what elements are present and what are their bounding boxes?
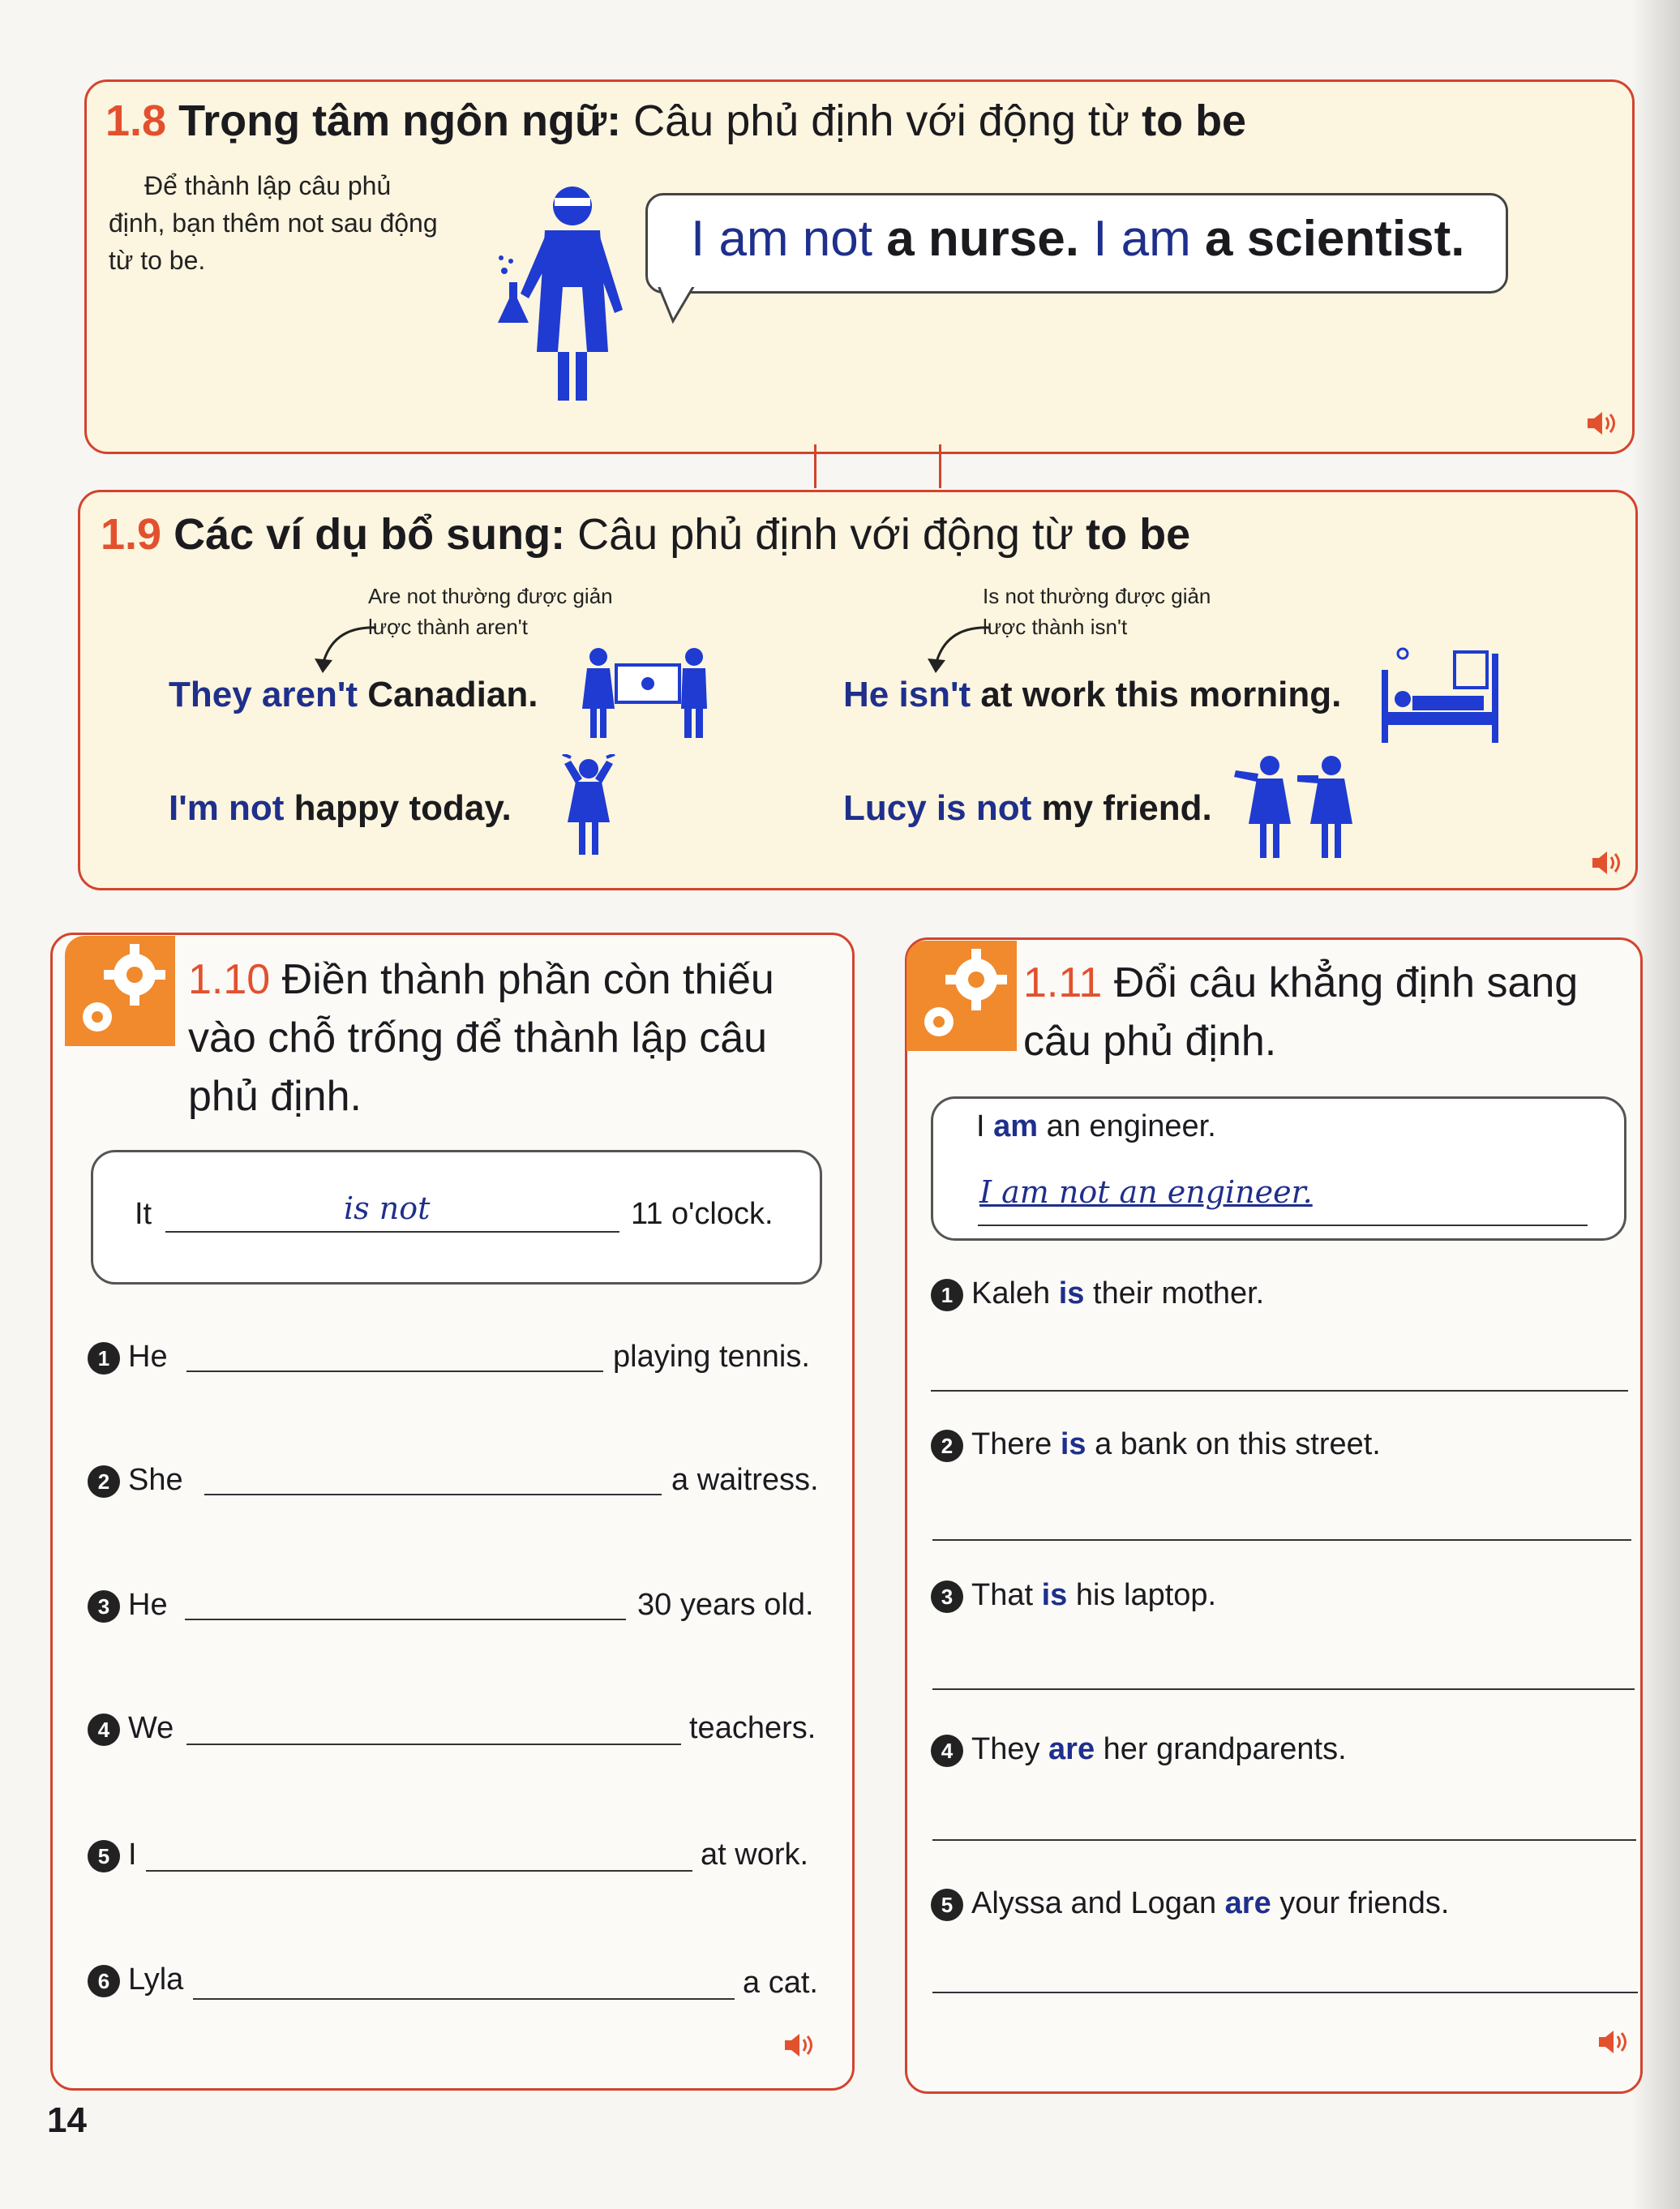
exercise-item: 2 There is a bank on this street.	[931, 1427, 1381, 1462]
arrow-icon	[921, 623, 994, 680]
box-connector-left	[84, 444, 816, 488]
answer-blank[interactable]	[932, 1839, 1636, 1841]
gear-icon	[906, 941, 1017, 1051]
exercise-item: 4 We	[88, 1711, 174, 1746]
example-sentence: They aren't Canadian.	[169, 675, 538, 714]
example-sentence: Lucy is not my friend.	[843, 788, 1212, 828]
speech-bubble-text: I am not a nurse. I am a scientist.	[691, 211, 1465, 267]
answer-blank[interactable]	[932, 1539, 1631, 1541]
audio-speaker-icon[interactable]	[1589, 847, 1622, 879]
upset-girl-icon	[556, 754, 621, 860]
section-1-8-note: Để thành lập câu phủ định, bạn thêm not sau động từ to be.	[109, 171, 438, 275]
audio-speaker-icon[interactable]	[1584, 407, 1617, 440]
exercise-item: 2 She	[88, 1463, 183, 1498]
exercise-item: 1 He	[88, 1340, 168, 1375]
answer-blank[interactable]	[185, 1619, 626, 1620]
arrow-icon	[308, 623, 381, 680]
note-isnt: Is not thường được giản lược thành isn't	[983, 584, 1211, 639]
exercise-item-end: at work.	[701, 1838, 809, 1872]
answer-blank[interactable]	[204, 1494, 662, 1495]
exercise-item: 3 That is his laptop.	[931, 1578, 1216, 1613]
speech-bubble-tail	[654, 281, 702, 326]
exercise-item: 1 Kaleh is their mother.	[931, 1276, 1264, 1311]
people-flag-icon	[576, 646, 714, 741]
example-end: 11 o'clock.	[631, 1197, 774, 1231]
answer-blank[interactable]	[932, 1688, 1635, 1690]
exercise-item: 5 I	[88, 1838, 137, 1872]
exercise-item: 5 Alyssa and Logan are your friends.	[931, 1886, 1449, 1921]
answer-blank[interactable]	[186, 1744, 681, 1745]
answer-blank[interactable]	[146, 1870, 692, 1872]
example-sentence: I'm not happy today.	[169, 788, 512, 828]
exercise-item-end: a cat.	[743, 1966, 818, 2000]
scientist-icon	[486, 180, 641, 412]
exercise-item-end: 30 years old.	[637, 1588, 814, 1622]
gear-tab	[65, 936, 175, 1046]
example-sentence: He isn't at work this morning.	[843, 675, 1342, 714]
answer-blank[interactable]	[193, 1998, 735, 2000]
answer-blank[interactable]	[932, 1992, 1638, 1993]
note-arent: Are not thường được giản lược thành aren't	[368, 584, 613, 639]
example-sentence: I am an engineer.	[976, 1109, 1216, 1143]
example-row: It	[135, 1197, 152, 1231]
section-1-8-number: 1.8	[105, 97, 167, 145]
section-1-9-number: 1.9	[101, 510, 162, 559]
gear-icon	[65, 936, 175, 1046]
answer-line	[165, 1231, 619, 1233]
example-answer: I am not an engineer.	[979, 1174, 1313, 1210]
person-in-bed-icon	[1378, 646, 1505, 746]
audio-speaker-icon[interactable]	[1596, 2026, 1628, 2058]
answer-line	[978, 1225, 1588, 1226]
example-answer: is not	[344, 1190, 431, 1226]
page-number: 14	[47, 2100, 87, 2140]
exercise-item-end: playing tennis.	[613, 1340, 810, 1374]
exercise-item-end: a waitress.	[671, 1463, 819, 1497]
answer-blank[interactable]	[186, 1370, 603, 1372]
gear-tab	[906, 941, 1017, 1051]
section-1-10-title: 1.10 Điền thành phần còn thiếu vào chỗ trống để thành lập câu phủ định.	[188, 956, 774, 1120]
section-1-11-title: 1.11 Đổi câu khẳng định sang câu phủ định.	[1023, 959, 1579, 1065]
exercise-item: 3 He	[88, 1588, 168, 1623]
section-1-8-title: 1.8 Trọng tâm ngôn ngữ: Câu phủ định với động từ to be	[105, 97, 1247, 145]
audio-speaker-icon[interactable]	[782, 2029, 814, 2061]
answer-blank[interactable]	[931, 1390, 1628, 1392]
section-1-9-title: 1.9 Các ví dụ bổ sung: Câu phủ định với động từ to be	[101, 510, 1191, 559]
exercise-item: 4 They are her grandparents.	[931, 1732, 1347, 1767]
two-girls-icon	[1229, 753, 1359, 861]
exercise-item-end: teachers.	[689, 1711, 816, 1745]
exercise-item: 6 Lyla	[88, 1962, 183, 1997]
box-connector-right	[939, 444, 958, 488]
